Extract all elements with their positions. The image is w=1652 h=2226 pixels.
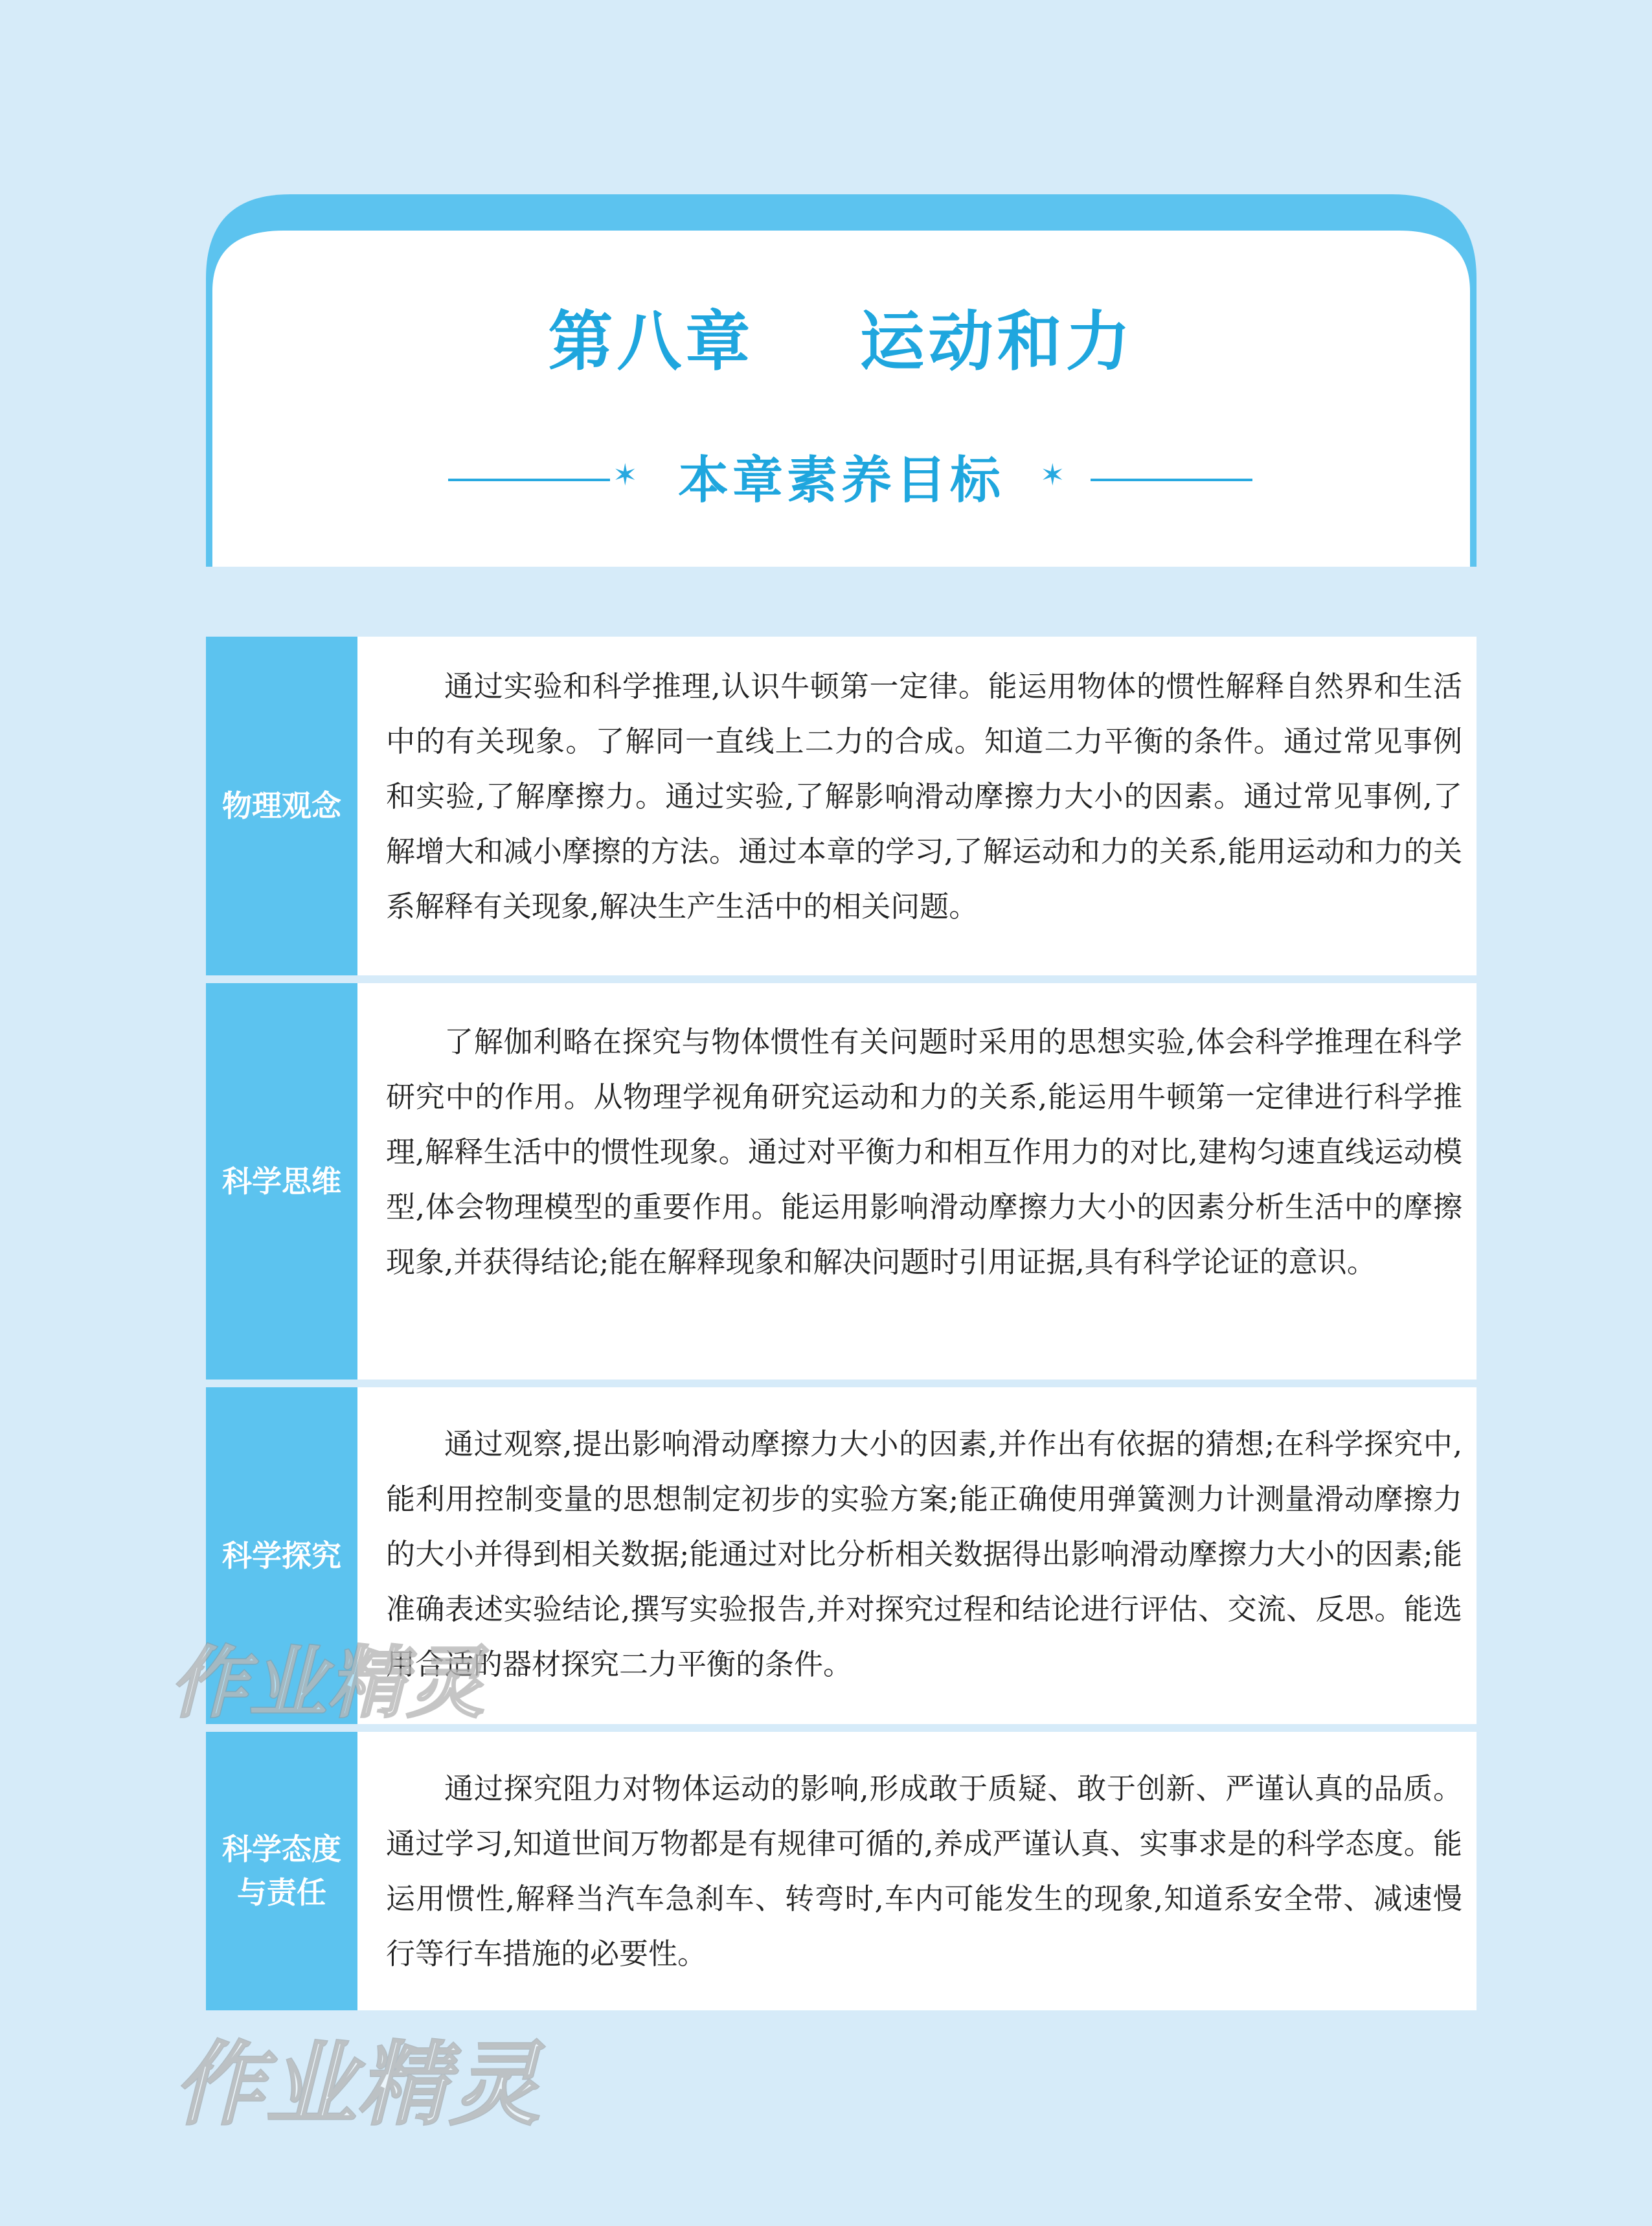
goal-heading <box>206 448 1477 513</box>
goal-divider-right <box>1091 479 1252 481</box>
chapter-title: 第八章 运动和力 <box>548 304 1135 380</box>
watermark-logo: 作业精灵 <box>170 1639 486 1729</box>
row-label-text-line1: 科学态度 <box>222 1832 341 1867</box>
row-label <box>206 983 361 1380</box>
row-label-text: 科学探究 <box>222 1538 341 1573</box>
row-text: 了解伽利略在探究与物体惯性有关问题时采用的思想实验,体会科学推理在科学研究中的作用。从物理学视角研究运动和力的关系,能运用牛顿第一定律进行科学推理,解释生活中的惯性现象。通过对平衡力和相互作用力的对比,建构匀速直线运动模型,体会物理模型的重要作用。能运用影响滑动摩擦力大小的因素分析生活中的摩擦现象,并获得结论;能在解释现象和解决问题时引用证据,具有科学论证的意识。 <box>386 1025 1462 1279</box>
chapter-header-card <box>206 194 1477 567</box>
row-content <box>361 637 1477 975</box>
literacy-row-scientific-thinking <box>206 983 1477 1380</box>
literacy-row-physics-concept <box>206 637 1477 975</box>
row-content <box>361 1387 1477 1724</box>
row-label <box>206 637 361 975</box>
row-label-text-line2: 与责任 <box>237 1875 326 1910</box>
row-content <box>361 983 1477 1380</box>
watermark-logo: 作业精灵 <box>174 2032 542 2138</box>
row-text: 通过探究阻力对物体运动的影响,形成敢于质疑、敢于创新、严谨认真的品质。通过学习,知道世间万物都是有规律可循的,养成严谨认真、实事求是的科学态度。能运用惯性,解释当汽车急刹车、转弯时,车内可能发生的现象,知道系安全带、减速慢行等行车措施的必要性。 <box>386 1771 1462 1971</box>
row-text: 通过实验和科学推理,认识牛顿第一定律。能运用物体的惯性解释自然界和生活中的有关现象。了解同一直线上二力的合成。知道二力平衡的条件。通过常见事例和实验,了解摩擦力。通过实验,了解影响滑动摩擦力大小的因素。通过常见事例,了解增大和减小摩擦的方法。通过本章的学习,了解运动和力的关系,能用运动和力的关系解释有关现象,解决生产生活中的相关问题。 <box>386 669 1462 924</box>
literacy-row-attitude-responsibility <box>206 1732 1477 2010</box>
star-icon: ✶ <box>613 457 638 492</box>
row-label-text: 科学思维 <box>222 1163 341 1199</box>
row-content <box>361 1732 1477 2010</box>
row-label-text: 物理观念 <box>222 788 341 824</box>
star-icon: ✶ <box>1040 457 1065 492</box>
goal-title: 本章素养目标 <box>677 451 1004 510</box>
row-text: 通过观察,提出影响滑动摩擦力大小的因素,并作出有依据的猜想;在科学探究中,能利用控制变量的思想制定初步的实验方案;能正确使用弹簧测力计测量滑动摩擦力的大小并得到相关数据;能通过对比分析相关数据得出影响滑动摩擦力大小的因素;能准确表述实验结论,撰写实验报告,并对探究过程和结论进行评估、交流、反思。能选用合适的器材探究二力平衡的条件。 <box>386 1427 1462 1681</box>
row-label <box>206 1732 361 2010</box>
